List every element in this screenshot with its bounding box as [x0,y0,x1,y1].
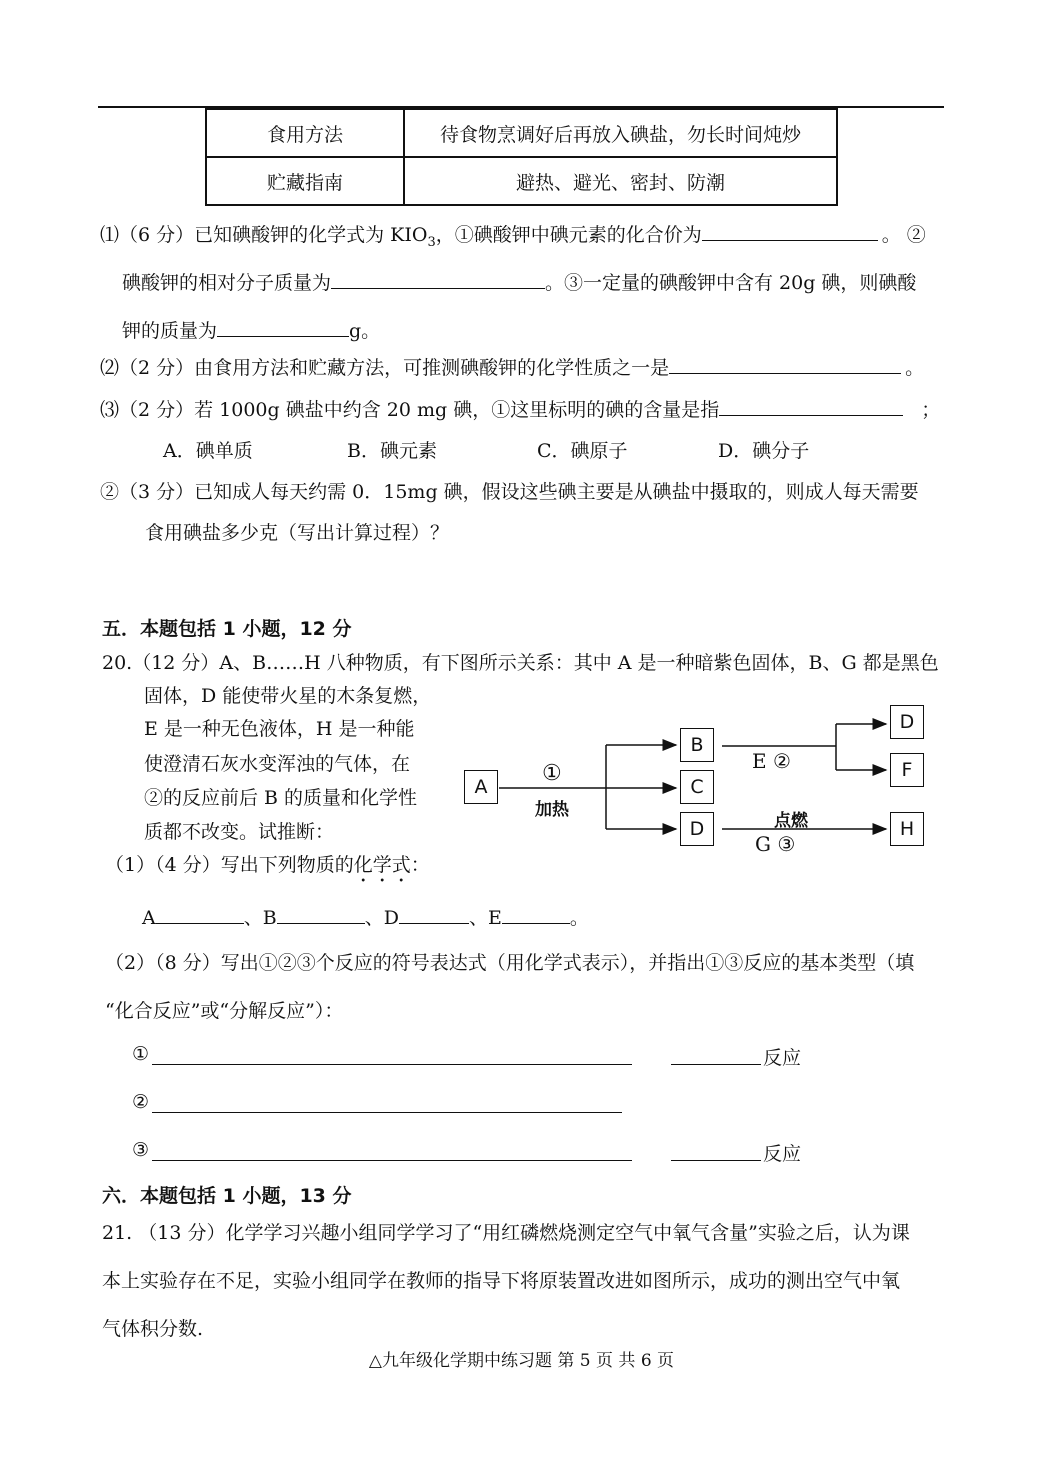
q19-p1-line2-b: 。③一定量的碘酸钾中含有 20g 碘，则碘酸 [545,272,917,294]
option-b[interactable]: B．碘元素 [347,440,437,462]
q21-line3: 气体积分数. [102,1318,204,1340]
q19-p2-text: ⑵（2 分）由食用方法和贮藏方法，可推测碘酸钾的化学性质之一是 [100,357,670,379]
q19-p1-text-b: ，①碘酸钾中碘元素的化合价为 [435,224,702,246]
q19-p1-subscript: 3 [427,234,436,250]
q20-line1: 20.（12 分）A、B……H 八种物质，有下图所示关系：其中 A 是一种暗紫色固体，B、G 都是黑色 [102,652,939,674]
node-b: B [680,728,714,762]
q19-p1-line3-a: 钾的质量为 [122,320,218,342]
q20-sub1-colon: ： [410,854,430,876]
node-a: A [464,770,498,804]
eq1-reaction-word: 反应 [763,1047,802,1069]
q20-line2: 固体，D 能使带火星的木条复燃， [144,685,432,707]
eq2-label: ② [132,1091,150,1113]
q20-line4: 使澄清石灰水变浑浊的气体，在 [144,753,411,775]
option-d[interactable]: D．碘分子 [718,440,810,462]
q19-p2-end: 。 [905,357,925,379]
blank-label-d: 、D [364,907,399,929]
q21-line2: 本上实验存在不足，实验小组同学在教师的指导下将原装置改进如图所示，成功的测出空气中氧 [102,1270,901,1292]
label-g-3: G ③ [755,832,796,856]
q19-p3-end: ； [921,399,941,421]
label-e-2: E ② [752,749,791,773]
table-cell-label: 食用方法 [206,109,404,157]
option-a[interactable]: A．碘单质 [163,440,253,462]
blank-label-e: 、E [468,907,502,929]
q19-p1-text-a: ⑴（6 分）已知碘酸钾的化学式为 KIO [100,224,428,246]
node-d: D [680,812,714,846]
node-d-product: D [890,705,924,739]
q20-sub2-line1: （2）（8 分）写出①②③个反应的符号表达式（用化学式表示），并指出①③反应的基本类型（填 [105,952,915,974]
q19-p1-end: 。 ② [881,224,926,246]
page-footer: △九年级化学期中练习题 第 5 页 共 6 页 [368,1351,675,1371]
q19-part4-line2: 食用碘盐多少克（写出计算过程）？ [145,522,450,544]
q20-line5: ②的反应前后 B 的质量和化学性 [144,787,418,809]
table-cell-value: 待食物烹调好后再放入碘盐，勿长时间炖炒 [404,109,837,157]
eq3-label: ③ [132,1139,150,1161]
q20-line3: E 是一种无色液体，H 是一种能 [144,718,415,740]
q21-line1: 21. （13 分）化学学习兴趣小组同学学习了“用红磷燃烧测定空气中氧气含量”实验之后，认为课 [102,1222,910,1244]
label-heat: 加热 [535,800,569,820]
q20-sub1-text: （1）（4 分）写出下列物质的 [105,854,354,876]
section6-heading: 六．本题包括 1 小题，13 分 [102,1185,352,1207]
label-reaction-1: ① [542,761,562,786]
q20-sub1-emphasis: 化学式 [353,854,411,876]
eq3-reaction-word: 反应 [763,1143,802,1165]
node-c: C [680,770,714,804]
node-f: F [890,753,924,787]
q19-p1-line3-b: g。 [349,320,381,342]
table-cell-value: 避热、避光、密封、防潮 [404,157,837,205]
eq1-label: ① [132,1043,150,1065]
label-ignite: 点燃 [774,811,808,831]
blank-label-b: 、B [243,907,277,929]
option-c[interactable]: C．碘原子 [537,440,628,462]
node-h: H [890,812,924,846]
blank-label-end: 。 [569,907,589,929]
q19-p3-text: ⑶（2 分）若 1000g 碘盐中约含 20 mg 碘，①这里标明的碘的含量是指 [100,399,720,421]
q19-part4-line1: ②（3 分）已知成人每天约需 0．15mg 碘，假设这些碘主要是从碘盐中摄取的，则成人每天需要 [100,481,919,503]
q19-p1-line2-a: 碘酸钾的相对分子质量为 [122,272,332,294]
blank-label-a: A [142,907,156,929]
q20-line6: 质都不改变。试推断： [144,821,335,843]
q20-sub2-line2: “化合反应”或“分解反应”）： [105,1000,344,1022]
table-cell-label: 贮藏指南 [206,157,404,205]
section5-heading: 五．本题包括 1 小题，12 分 [102,618,352,640]
